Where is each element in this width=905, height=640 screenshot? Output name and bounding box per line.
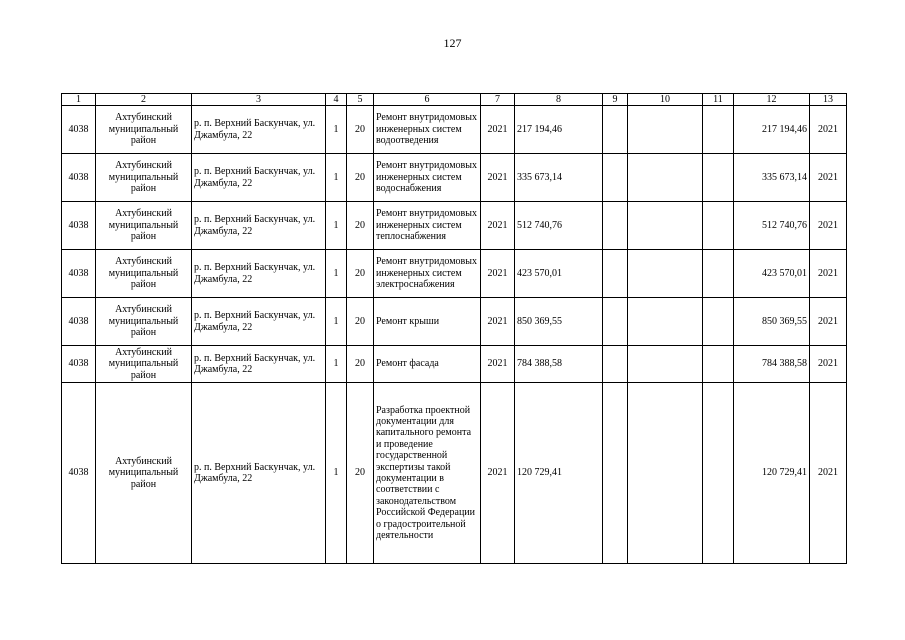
cell-col5: 20 — [347, 346, 374, 383]
cell-work-type: Ремонт крыши — [374, 298, 481, 346]
cell-col10 — [628, 202, 703, 250]
cell-work-type: Ремонт внутридомовых инженерных систем водоснабжения — [374, 154, 481, 202]
cell-id: 4038 — [62, 250, 96, 298]
cell-year: 2021 — [481, 383, 515, 564]
cell-cost-total: 423 570,01 — [734, 250, 810, 298]
cell-col5: 20 — [347, 106, 374, 154]
cell-address: р. п. Верхний Баскунчак, ул. Джамбула, 22 — [192, 346, 326, 383]
cell-col5: 20 — [347, 383, 374, 564]
cell-col9 — [603, 250, 628, 298]
cell-col5: 20 — [347, 202, 374, 250]
cell-cost: 335 673,14 — [515, 154, 603, 202]
cell-col4: 1 — [326, 106, 347, 154]
cell-id: 4038 — [62, 346, 96, 383]
cell-address: р. п. Верхний Баскунчак, ул. Джамбула, 22 — [192, 106, 326, 154]
cell-col9 — [603, 346, 628, 383]
cell-col10 — [628, 298, 703, 346]
cell-cost: 120 729,41 — [515, 383, 603, 564]
column-number: 7 — [481, 94, 515, 106]
cell-year-end: 2021 — [810, 202, 847, 250]
cell-cost-total: 512 740,76 — [734, 202, 810, 250]
cell-col9 — [603, 383, 628, 564]
cell-col10 — [628, 383, 703, 564]
cell-district: Ахтубинский муниципальный район — [96, 154, 192, 202]
cell-id: 4038 — [62, 154, 96, 202]
column-number: 6 — [374, 94, 481, 106]
column-number: 4 — [326, 94, 347, 106]
header-row — [62, 94, 847, 106]
column-number: 3 — [192, 94, 326, 106]
cell-year: 2021 — [481, 202, 515, 250]
cell-cost: 512 740,76 — [515, 202, 603, 250]
table-row — [62, 298, 847, 346]
cell-year-end: 2021 — [810, 346, 847, 383]
table-row — [62, 383, 847, 564]
cell-district: Ахтубинский муниципальный район — [96, 106, 192, 154]
cell-col10 — [628, 250, 703, 298]
cell-year-end: 2021 — [810, 154, 847, 202]
table-row — [62, 250, 847, 298]
cell-cost: 784 388,58 — [515, 346, 603, 383]
column-number: 1 — [62, 94, 96, 106]
cell-year-end: 2021 — [810, 298, 847, 346]
column-number: 5 — [347, 94, 374, 106]
cell-year-end: 2021 — [810, 106, 847, 154]
cell-col11 — [703, 250, 734, 298]
cell-col11 — [703, 346, 734, 383]
cell-col4: 1 — [326, 298, 347, 346]
cell-id: 4038 — [62, 202, 96, 250]
capital-repair-table — [61, 93, 847, 564]
table-row — [62, 346, 847, 383]
cell-year: 2021 — [481, 298, 515, 346]
cell-col11 — [703, 154, 734, 202]
cell-work-type: Ремонт внутридомовых инженерных систем электроснабжения — [374, 250, 481, 298]
cell-id: 4038 — [62, 383, 96, 564]
cell-cost: 423 570,01 — [515, 250, 603, 298]
cell-year: 2021 — [481, 154, 515, 202]
cell-id: 4038 — [62, 106, 96, 154]
cell-address: р. п. Верхний Баскунчак, ул. Джамбула, 22 — [192, 250, 326, 298]
cell-col10 — [628, 346, 703, 383]
cell-work-type: Ремонт внутридомовых инженерных систем теплоснабжения — [374, 202, 481, 250]
cell-year: 2021 — [481, 250, 515, 298]
cell-cost-total: 120 729,41 — [734, 383, 810, 564]
cell-col5: 20 — [347, 298, 374, 346]
column-number: 10 — [628, 94, 703, 106]
column-number: 11 — [703, 94, 734, 106]
cell-col9 — [603, 106, 628, 154]
cell-col11 — [703, 298, 734, 346]
cell-address: р. п. Верхний Баскунчак, ул. Джамбула, 22 — [192, 202, 326, 250]
cell-col4: 1 — [326, 250, 347, 298]
cell-id: 4038 — [62, 298, 96, 346]
cell-col4: 1 — [326, 346, 347, 383]
cell-address: р. п. Верхний Баскунчак, ул. Джамбула, 22 — [192, 298, 326, 346]
cell-year: 2021 — [481, 106, 515, 154]
table-row — [62, 154, 847, 202]
cell-work-type: Ремонт внутридомовых инженерных систем водоотведения — [374, 106, 481, 154]
cell-district: Ахтубинский муниципальный район — [96, 346, 192, 383]
cell-year: 2021 — [481, 346, 515, 383]
cell-col5: 20 — [347, 250, 374, 298]
cell-col11 — [703, 106, 734, 154]
cell-district: Ахтубинский муниципальный район — [96, 298, 192, 346]
page-number: 127 — [443, 36, 462, 50]
cell-district: Ахтубинский муниципальный район — [96, 202, 192, 250]
table-row — [62, 202, 847, 250]
cell-district: Ахтубинский муниципальный район — [96, 383, 192, 564]
cell-work-type: Разработка проектной документации для капитального ремонта и проведение государственной экспертизы такой документации в соответствии с законодательством Российской Федерации о градостроительной деятельности — [374, 383, 481, 564]
cell-cost-total: 335 673,14 — [734, 154, 810, 202]
cell-col9 — [603, 202, 628, 250]
cell-col10 — [628, 154, 703, 202]
column-number: 12 — [734, 94, 810, 106]
cell-work-type: Ремонт фасада — [374, 346, 481, 383]
cell-cost-total: 217 194,46 — [734, 106, 810, 154]
cell-year-end: 2021 — [810, 250, 847, 298]
column-number: 2 — [96, 94, 192, 106]
cell-col4: 1 — [326, 202, 347, 250]
cell-cost-total: 850 369,55 — [734, 298, 810, 346]
cell-cost: 850 369,55 — [515, 298, 603, 346]
cell-col9 — [603, 298, 628, 346]
cell-address: р. п. Верхний Баскунчак, ул. Джамбула, 22 — [192, 154, 326, 202]
cell-col5: 20 — [347, 154, 374, 202]
cell-col11 — [703, 383, 734, 564]
cell-col11 — [703, 202, 734, 250]
column-number: 8 — [515, 94, 603, 106]
cell-cost-total: 784 388,58 — [734, 346, 810, 383]
cell-year-end: 2021 — [810, 383, 847, 564]
cell-col10 — [628, 106, 703, 154]
cell-col9 — [603, 154, 628, 202]
column-number: 13 — [810, 94, 847, 106]
column-number: 9 — [603, 94, 628, 106]
cell-col4: 1 — [326, 154, 347, 202]
cell-cost: 217 194,46 — [515, 106, 603, 154]
cell-address: р. п. Верхний Баскунчак, ул. Джамбула, 22 — [192, 383, 326, 564]
cell-district: Ахтубинский муниципальный район — [96, 250, 192, 298]
table-row — [62, 106, 847, 154]
cell-col4: 1 — [326, 383, 347, 564]
